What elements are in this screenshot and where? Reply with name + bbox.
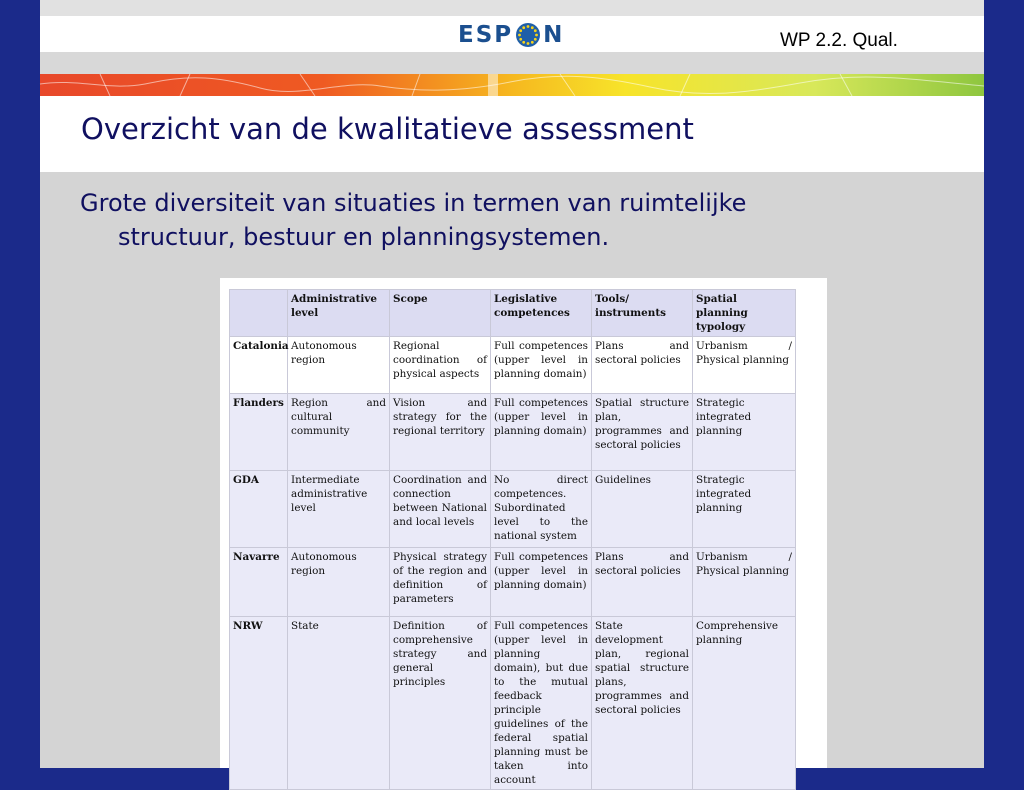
table-row [230, 337, 796, 394]
table-cell: Autonomous region [288, 337, 390, 394]
table-row-header: Navarre [230, 548, 288, 617]
table-header-cell: Spatial planning typology [693, 290, 796, 337]
table-cell: Urbanism / Physical planning [693, 337, 796, 394]
table-header-row [230, 290, 796, 337]
gray-band [40, 52, 984, 74]
table-cell: Full competences (upper level in planning domain) [491, 548, 592, 617]
bullet-line-2: structuur, bestuur en planningsystemen. [118, 223, 610, 251]
table-cell: Plans and sectoral policies [592, 337, 693, 394]
table-cell: Coordination and connection between National and local levels [390, 471, 491, 548]
table-cell: Spatial structure plan, programmes and sectoral policies [592, 394, 693, 471]
table-header-cell [230, 290, 288, 337]
header [40, 16, 984, 52]
table-cell: No direct competences. Subordinated level to the national system [491, 471, 592, 548]
table-cell: Physical strategy of the region and definition of parameters [390, 548, 491, 617]
table-cell: Full competences (upper level in planning domain), but due to the mutual feedback principle guidelines of the federal spatial planning must be taken into account [491, 617, 592, 790]
table-cell: Intermediate administrative level [288, 471, 390, 548]
table-cell: State development plan, regional spatial structure plans, programmes and sectoral policies [592, 617, 693, 790]
table-cell: Urbanism / Physical planning [693, 548, 796, 617]
bullet-text [80, 186, 960, 254]
table-cell: Full competences (upper level in planning domain) [491, 394, 592, 471]
table-row-header: Flanders [230, 394, 288, 471]
table-row-header: GDA [230, 471, 288, 548]
assessment-table [229, 289, 796, 790]
title-bar [40, 96, 984, 172]
eu-stars-globe-icon [515, 22, 541, 48]
table-cell: Comprehensive planning [693, 617, 796, 790]
table-header-cell: Scope [390, 290, 491, 337]
slide-title: Overzicht van de kwalitatieve assessment [81, 112, 694, 146]
table-cell: Plans and sectoral policies [592, 548, 693, 617]
table-cell: Autonomous region [288, 548, 390, 617]
table-row-header: Catalonia [230, 337, 288, 394]
top-bar [40, 0, 984, 16]
espon-logo [458, 20, 564, 50]
table-header-cell: Legislative competences [491, 290, 592, 337]
slide [40, 0, 984, 786]
table-cell: Definition of comprehensive strategy and general principles [390, 617, 491, 790]
logo-text-right: N [543, 22, 565, 48]
table-cell: Guidelines [592, 471, 693, 548]
table-image [220, 278, 827, 786]
table-row-header: NRW [230, 617, 288, 790]
table-header-cell: Tools/ instruments [592, 290, 693, 337]
table-cell: Regional coordination of physical aspects [390, 337, 491, 394]
table-cell: Strategic integrated planning [693, 394, 796, 471]
table-cell: Strategic integrated planning [693, 471, 796, 548]
table-row [230, 548, 796, 617]
wp-label: WP 2.2. Qual. [780, 30, 898, 51]
map-strip-decoration [40, 74, 984, 96]
table-row [230, 617, 796, 790]
table-row [230, 394, 796, 471]
table-header-cell: Administrative level [288, 290, 390, 337]
table-cell: Region and cultural community [288, 394, 390, 471]
logo-text-left: ESP [458, 22, 514, 48]
table-cell: State [288, 617, 390, 790]
table-cell: Vision and strategy for the regional territory [390, 394, 491, 471]
table-row [230, 471, 796, 548]
table-cell: Full competences (upper level in planning domain) [491, 337, 592, 394]
bullet-line-1: Grote diversiteit van situaties in termen van ruimtelijke [80, 189, 747, 217]
